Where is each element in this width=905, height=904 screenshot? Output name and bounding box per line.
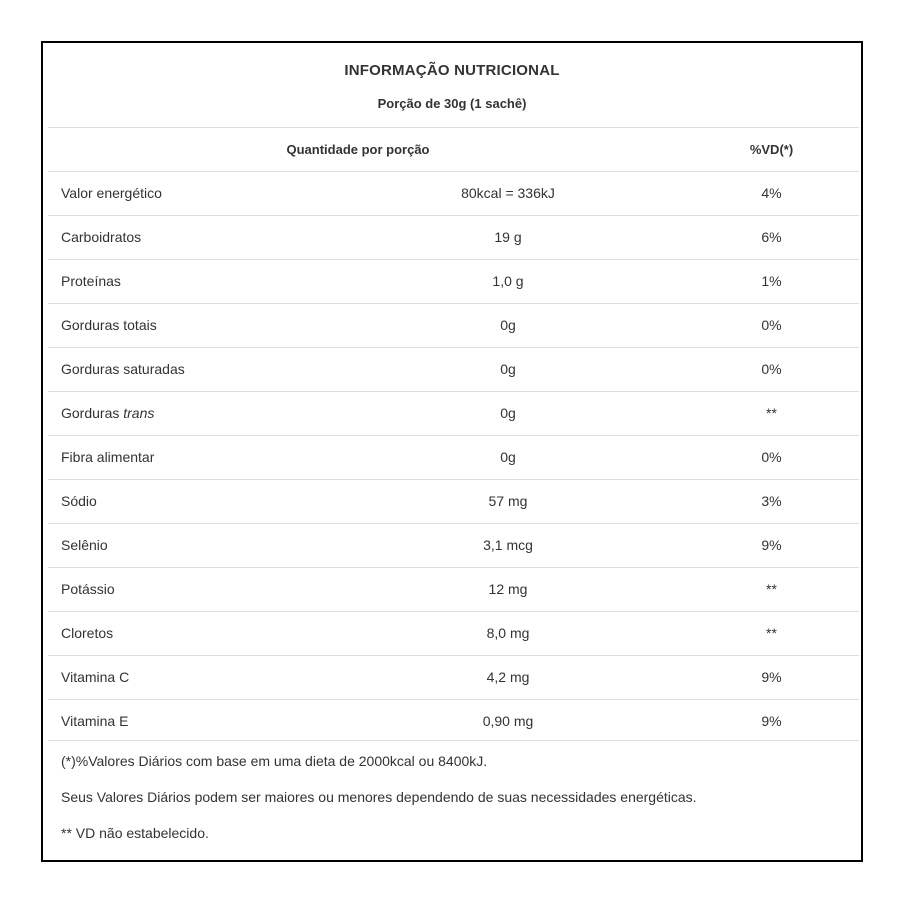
nutrient-name: Valor energético [61, 185, 162, 201]
nutrient-amount: 80kcal = 336kJ [461, 185, 555, 201]
nutrient-amount: 1,0 g [492, 273, 524, 289]
nutrient-dv: ** [766, 405, 777, 421]
panel-title: INFORMAÇÃO NUTRICIONAL [344, 62, 560, 79]
nutrient-amount: 0,90 mg [482, 713, 534, 729]
serving-size: Porção de 30g (1 sachê) [377, 96, 527, 111]
nutrient-name: Vitamina E [61, 713, 129, 729]
table-row [48, 611, 859, 655]
nutrient-dv: 6% [761, 229, 782, 245]
table-row [48, 435, 859, 479]
nutrient-dv: 9% [761, 669, 782, 685]
header-quantity: Quantidade por porção [286, 142, 430, 157]
nutrient-amount: 0g [500, 405, 516, 421]
nutrient-amount: 12 mg [488, 581, 528, 597]
nutrient-amount: 3,1 mcg [483, 537, 533, 553]
footnote-dv-basis: (*)%Valores Diários com base em uma dieta de 2000kcal ou 8400kJ. [61, 753, 488, 769]
nutrient-amount: 19 g [494, 229, 522, 245]
nutrient-dv: 0% [761, 317, 782, 333]
nutrient-dv: ** [766, 581, 777, 597]
table-row [48, 347, 859, 391]
table-row [48, 171, 859, 215]
footnote-dv-variation: Seus Valores Diários podem ser maiores ou menores dependendo de suas necessidades energéticas. [61, 789, 697, 805]
table-row [48, 479, 859, 523]
nutrient-name: Vitamina C [61, 669, 130, 685]
nutrient-amount: 0g [500, 449, 516, 465]
nutrient-amount: 8,0 mg [486, 625, 530, 641]
nutrient-dv: 1% [761, 273, 782, 289]
nutrient-name [61, 392, 154, 435]
table-header-row [48, 127, 859, 171]
footnotes [48, 740, 859, 841]
header-dv: %VD(*) [749, 142, 794, 157]
nutrient-name-prefix: Gorduras [61, 405, 124, 421]
nutrient-amount: 0g [500, 317, 516, 333]
nutrient-dv: 9% [761, 537, 782, 553]
table-row [48, 699, 859, 743]
table-row [48, 567, 859, 611]
nutrient-amount: 4,2 mg [486, 669, 530, 685]
title-block [43, 43, 861, 127]
table-row [48, 655, 859, 699]
nutrient-name: Gorduras totais [61, 317, 157, 333]
nutrient-dv: 9% [761, 713, 782, 729]
nutrient-name: Sódio [61, 493, 97, 509]
table-row [48, 391, 859, 435]
nutrient-name: Fibra alimentar [61, 449, 155, 465]
nutrient-name: Proteínas [61, 273, 121, 289]
nutrient-amount: 57 mg [488, 493, 528, 509]
nutrient-name: Carboidratos [61, 229, 142, 245]
nutrient-amount: 0g [500, 361, 516, 377]
footnote-not-established: ** VD não estabelecido. [61, 825, 209, 841]
nutrient-dv: 3% [761, 493, 782, 509]
nutrient-dv: 4% [761, 185, 782, 201]
nutrient-name: Cloretos [61, 625, 114, 641]
nutrient-dv: 0% [761, 361, 782, 377]
nutrient-name-italic: trans [123, 405, 155, 421]
nutrition-facts-panel [41, 41, 863, 862]
table-row [48, 259, 859, 303]
table-row [48, 523, 859, 567]
nutrient-name: Gorduras saturadas [61, 361, 185, 377]
nutrient-dv: 0% [761, 449, 782, 465]
nutrient-dv: ** [766, 625, 777, 641]
table-row [48, 303, 859, 347]
nutrient-name: Selênio [61, 537, 108, 553]
nutrient-name: Potássio [61, 581, 115, 597]
table-row [48, 215, 859, 259]
